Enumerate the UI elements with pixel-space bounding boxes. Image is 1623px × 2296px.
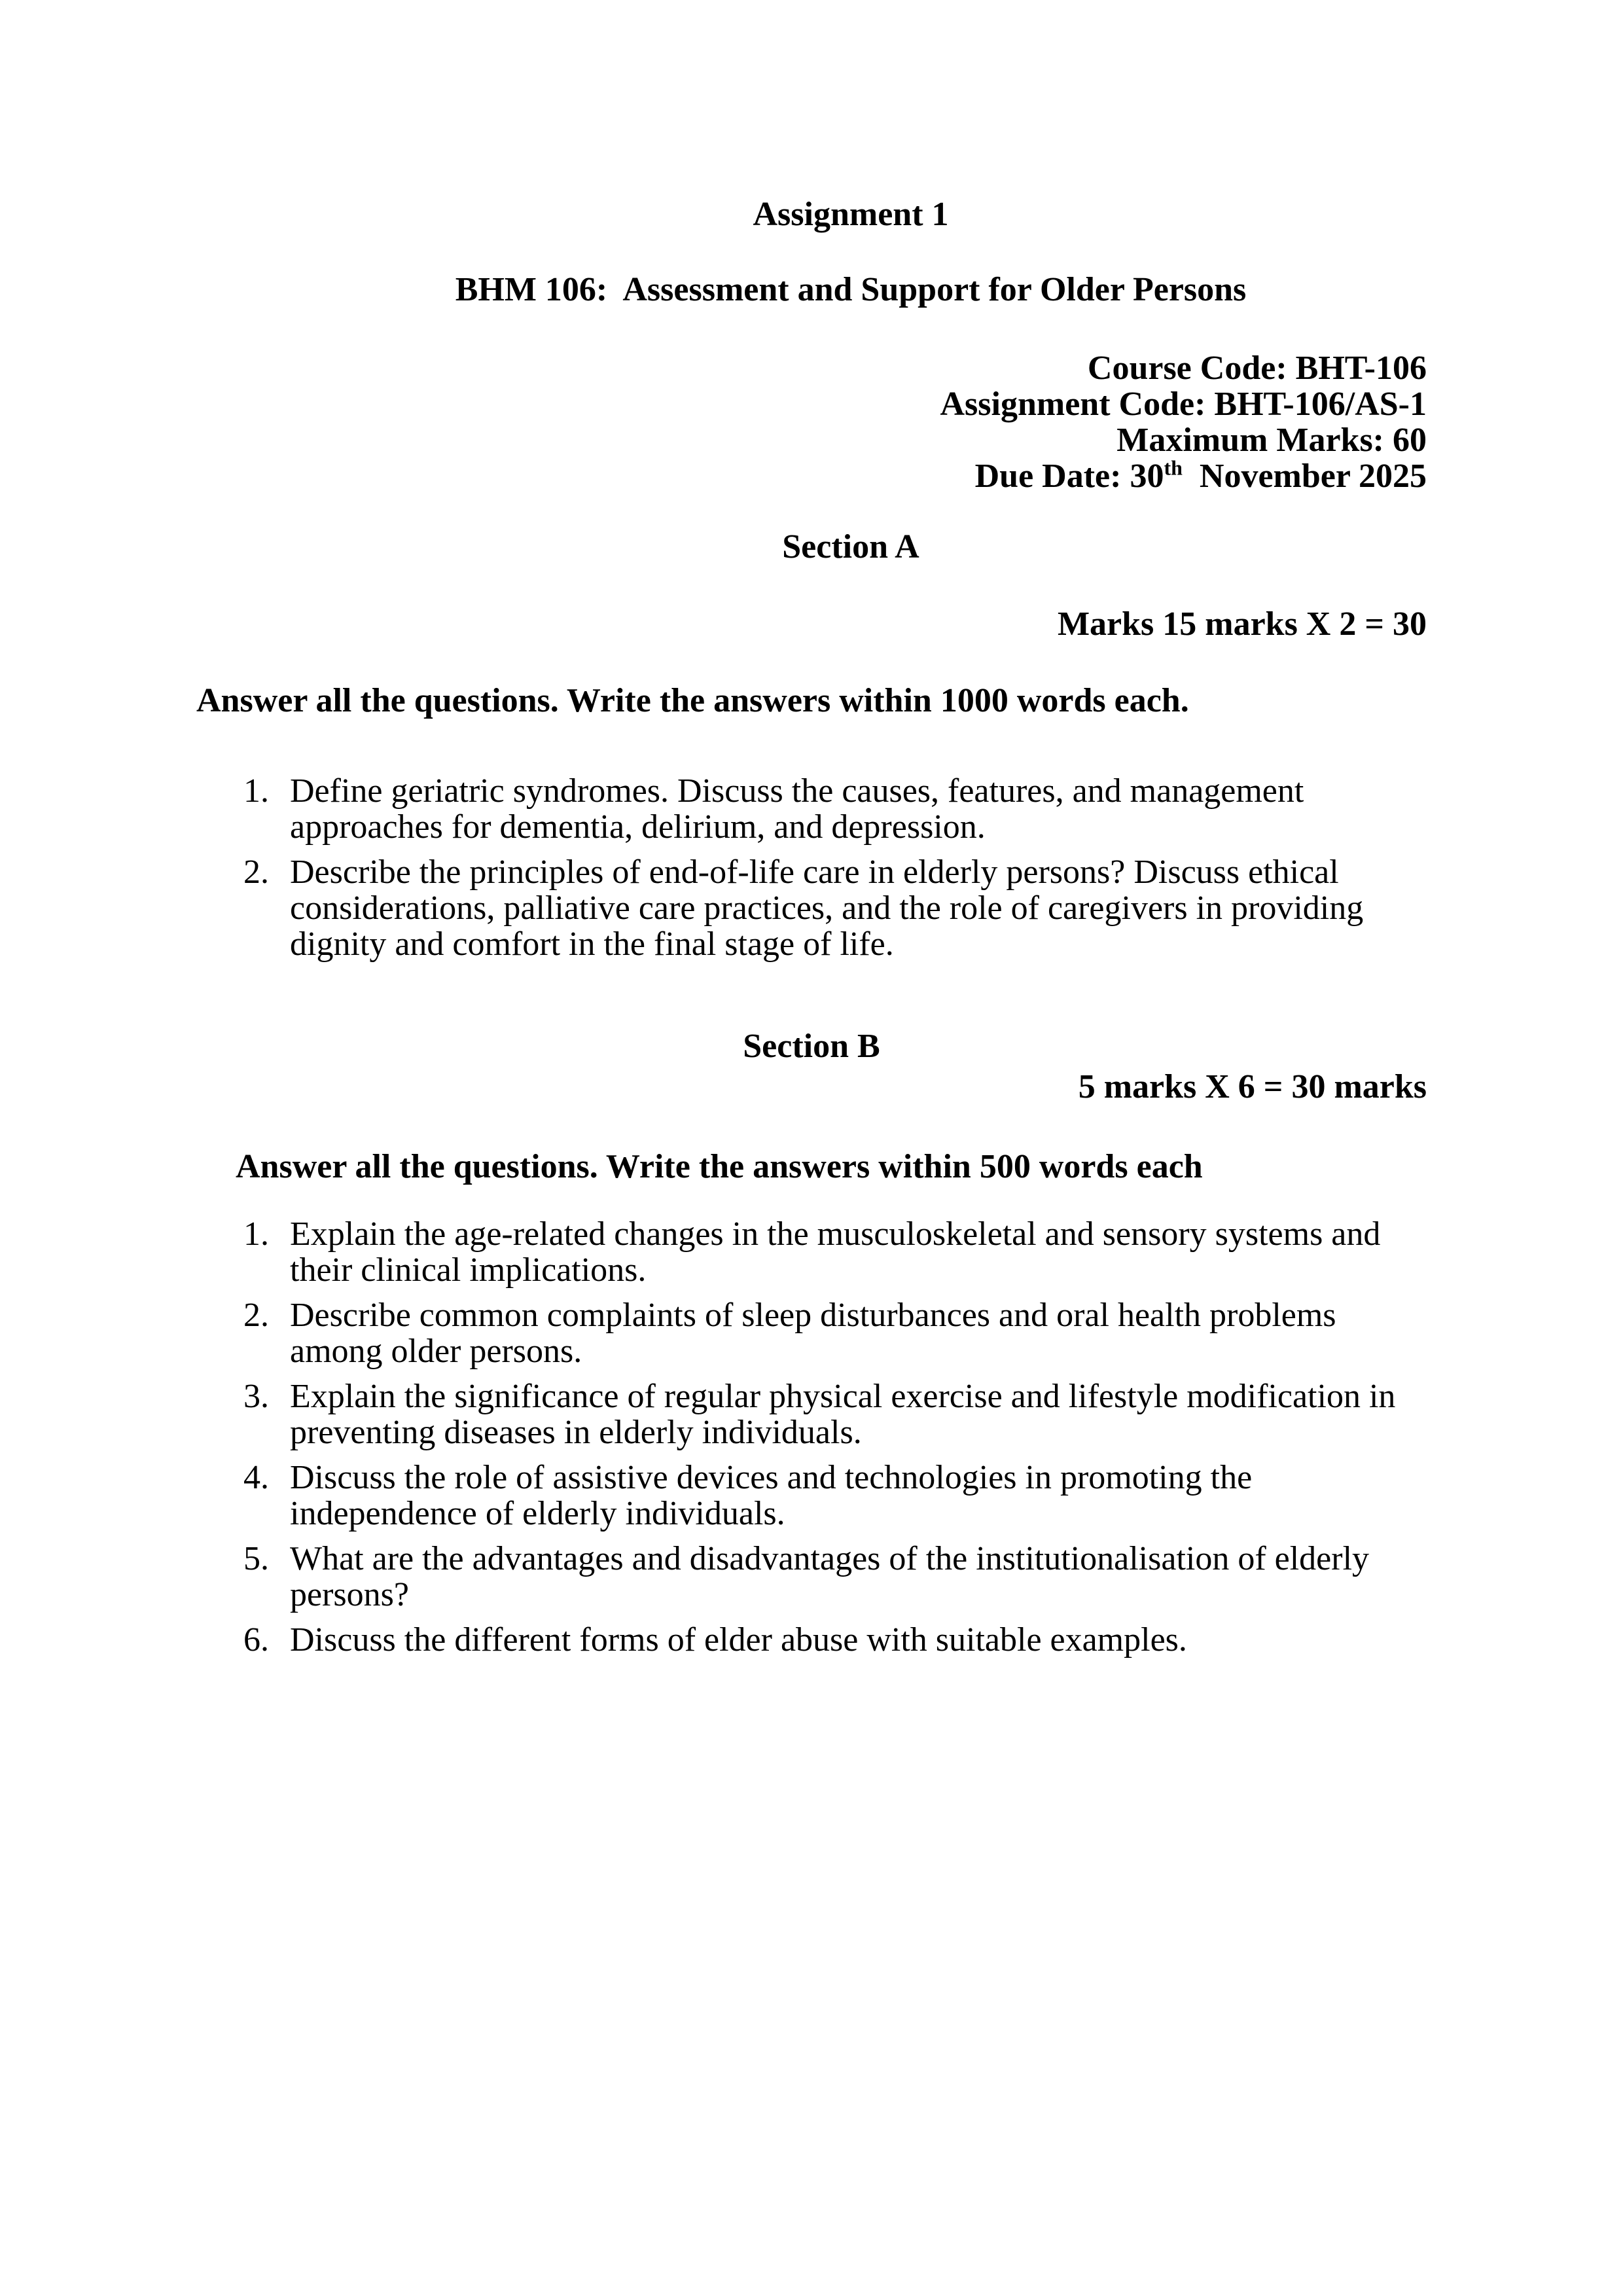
list-item-number: 6. [243, 1621, 269, 1659]
list-item-text: Define geriatric syndromes. Discuss the causes, features, and management approaches for dementia, delirium, and depression. [290, 772, 1304, 846]
list-item-text: Explain the age-related changes in the musculoskeletal and sensory systems and their clinical implications. [290, 1215, 1381, 1289]
list-item-number: 4. [243, 1459, 269, 1496]
assignment-title: Assignment 1 [753, 196, 949, 233]
list-item [243, 854, 1427, 962]
section-a-marks: Marks 15 marks X 2 = 30 [1057, 605, 1427, 643]
list-item-text: What are the advantages and disadvantages of the institutionalisation of elderly persons? [290, 1540, 1370, 1613]
list-item-number: 1. [243, 772, 269, 810]
list-item [243, 1378, 1427, 1450]
due-date-rest: November 2025 [1182, 457, 1427, 495]
list-item-number: 5. [243, 1540, 269, 1577]
list-item-number: 2. [243, 1297, 269, 1334]
maximum-marks-line: Maximum Marks: 60 [1116, 422, 1427, 459]
section-a-question-list [196, 773, 1427, 962]
list-item [243, 1541, 1427, 1613]
list-item [243, 1460, 1427, 1532]
course-code-line: Course Code: BHT-106 [1087, 350, 1427, 387]
assignment-code-line: Assignment Code: BHT-106/AS-1 [940, 386, 1427, 423]
list-item [243, 773, 1427, 845]
list-item-text: Discuss the role of assistive devices and technologies in promoting the independence of elderly individuals. [290, 1459, 1253, 1532]
list-item [243, 1216, 1427, 1288]
list-item-number: 1. [243, 1215, 269, 1253]
list-item-number: 2. [243, 853, 269, 891]
list-item [243, 1622, 1427, 1658]
section-b-marks: 5 marks X 6 = 30 marks [1078, 1068, 1427, 1105]
list-item-text: Explain the significance of regular physical exercise and lifestyle modification in preventing diseases in elderly individuals. [290, 1378, 1396, 1451]
course-title: BHM 106: Assessment and Support for Older Persons [455, 271, 1247, 308]
list-item-text: Describe the principles of end-of-life care in elderly persons? Discuss ethical considerations, palliative care practices, and the role of caregivers in providing dignity and comfort in the final stage of life. [290, 853, 1364, 963]
due-date-prefix: Due Date: 30 [974, 457, 1164, 495]
due-date-line [196, 458, 1427, 494]
section-b-instruction: Answer all the questions. Write the answers within 500 words each [236, 1148, 1203, 1185]
section-a-instruction: Answer all the questions. Write the answers within 1000 words each. [196, 682, 1189, 719]
due-date-ordinal-suffix: th [1164, 456, 1183, 480]
list-item [243, 1297, 1427, 1369]
list-item-text: Describe common complaints of sleep disturbances and oral health problems among older persons. [290, 1297, 1336, 1370]
section-b-question-list [196, 1216, 1427, 1658]
list-item-text: Discuss the different forms of elder abuse with suitable examples. [290, 1621, 1187, 1659]
section-b-heading: Section B [743, 1028, 880, 1065]
list-item-number: 3. [243, 1378, 269, 1415]
meta-block [196, 350, 1427, 494]
section-a-heading: Section A [782, 528, 919, 565]
